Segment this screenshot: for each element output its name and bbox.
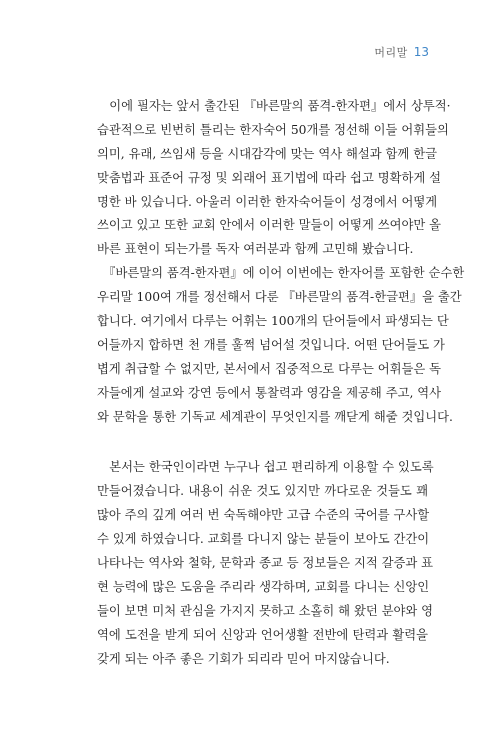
text-line: 합니다. 여기에서 다루는 어휘는 100개의 단어들에서 파생되는 단 (97, 314, 449, 329)
text-line: 의미, 유래, 쓰임새 등을 시대감각에 맞는 역사 해설과 함께 한글 (97, 146, 437, 161)
paragraph-gap (97, 429, 428, 456)
page-number: 13 (413, 45, 429, 59)
text-line: 명한 바 있습니다. 아울러 이러한 한자숙어들이 성경에서 어떻게 (97, 194, 438, 209)
text-line: 갖게 되는 아주 좋은 기회가 되리라 믿어 마지않습니다. (97, 651, 390, 666)
text-line: 우리말 100여 개를 정선해서 다룬 『바른말의 품격-한글편』을 출간 (97, 290, 462, 305)
text-line: 나타나는 역사와 철학, 문학과 종교 등 정보들은 지적 갈증과 표 (97, 556, 434, 571)
section-title: 머리말 (374, 46, 408, 59)
text-line: 습관적으로 빈번히 틀리는 한자숙어 50개를 정선해 이들 어휘들의 (97, 122, 449, 137)
text-line: 들이 보면 미처 관심을 가지지 못하고 소홀히 해 왔던 분야와 영 (97, 603, 434, 618)
text-line: 쓰이고 있고 또한 교회 안에서 이러한 말들이 어떻게 쓰여야만 올 (97, 218, 442, 233)
text-line: 와 문학을 통한 기독교 세계관이 무엇인지를 깨닫게 해줄 것입니다. (97, 409, 453, 424)
text-line: 『바른말의 품격-한자편』에 이어 이번에는 한자어를 포함한 순수한 (97, 266, 465, 281)
paragraph-2 (97, 456, 434, 671)
text-line: 많아 주의 깊게 여러 번 숙독해야만 고급 수준의 국어를 구사할 (97, 508, 430, 523)
text-line: 어들까지 합하면 천 개를 훌쩍 넘어설 것입니다. 어떤 단어들도 가 (97, 337, 445, 352)
text-line: 본서는 한국인이라면 누구나 쉽고 편리하게 이용할 수 있도록 (97, 460, 434, 475)
running-header (374, 44, 429, 60)
text-line: 현 능력에 많은 도움을 주리라 생각하며, 교회를 다니는 신앙인 (97, 579, 430, 594)
text-line: 역에 도전을 받게 되어 신앙과 언어생활 전반에 탄력과 활력을 (97, 627, 428, 642)
text-line: 볍게 취급할 수 없지만, 본서에서 집중적으로 다루는 어휘들은 독 (97, 361, 442, 376)
text-line: 수 있게 하였습니다. 교회를 다니지 않는 분들이 보아도 간간이 (97, 532, 430, 547)
text-line: 이에 필자는 앞서 출간된 『바른말의 품격-한자편』에서 상투적· (97, 99, 451, 113)
text-line: 맞춤법과 표준어 규정 및 외래어 표기법에 따라 쉽고 명확하게 설 (97, 170, 442, 185)
text-line: 자들에게 설교와 강연 등에서 통찰력과 영감을 제공해 주고, 역사 (97, 385, 442, 400)
body-text (97, 95, 465, 671)
paragraph-1 (97, 95, 465, 429)
text-line: 바른 표현이 되는가를 독자 여러분과 함께 고민해 봤습니다. (97, 242, 414, 257)
text-line: 만들어졌습니다. 내용이 쉬운 것도 있지만 까다로운 것들도 꽤 (97, 484, 428, 499)
